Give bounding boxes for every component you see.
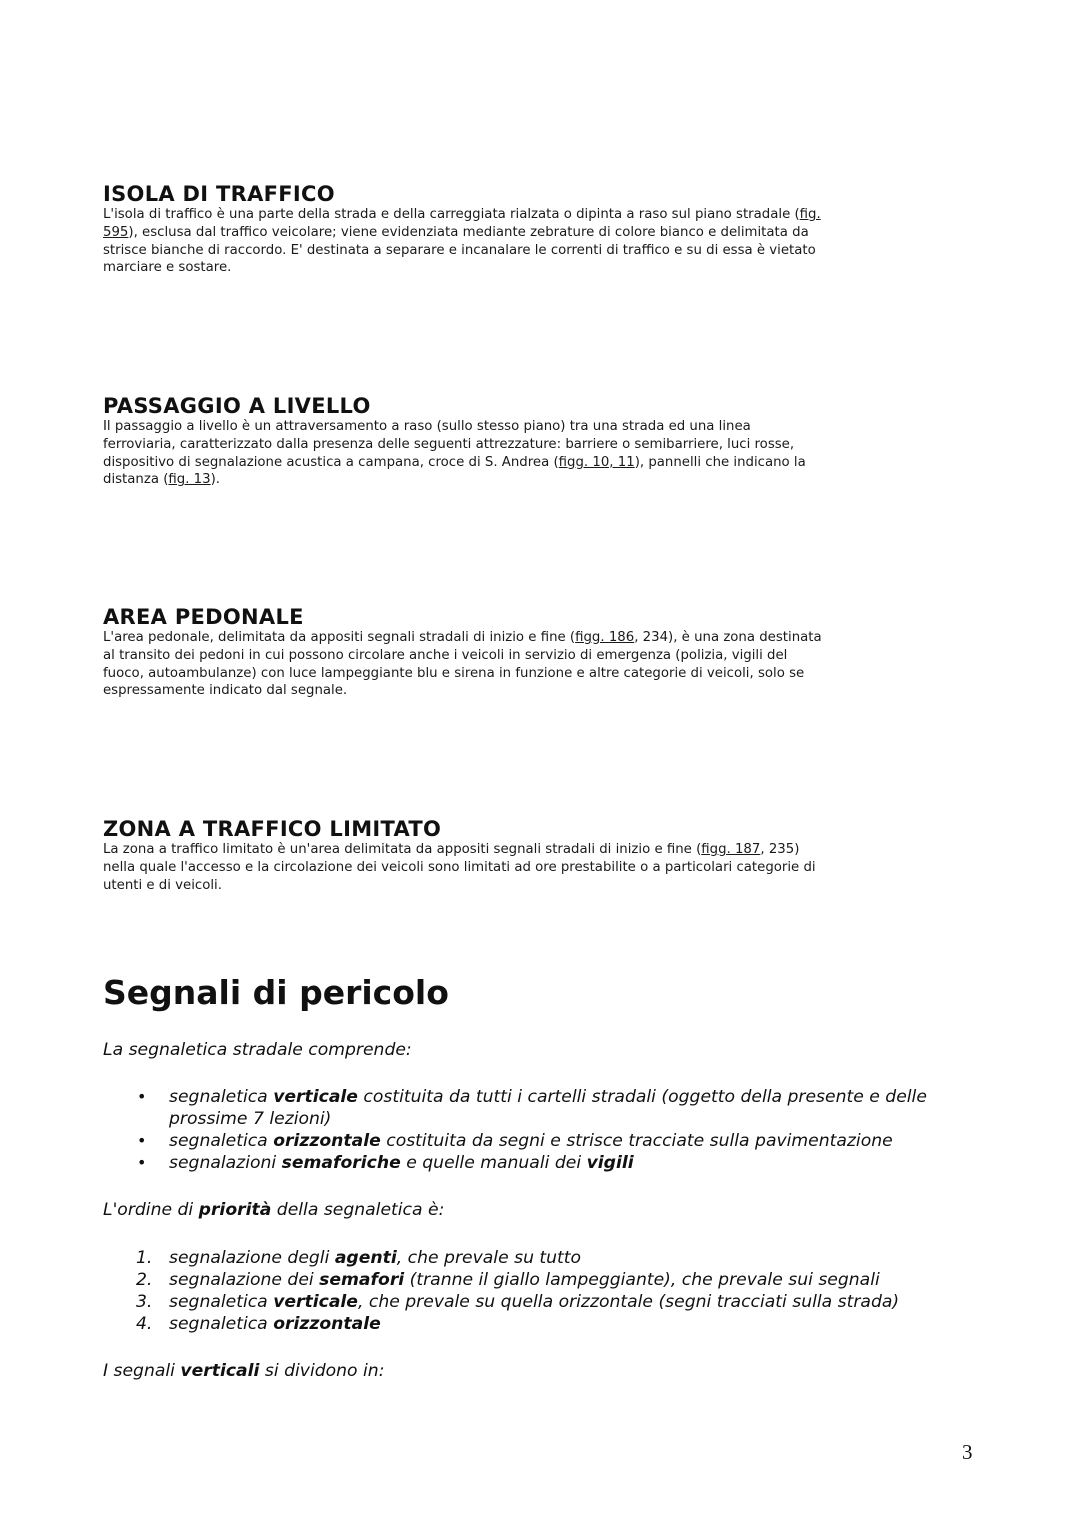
emphasis-text: semaforiche bbox=[281, 1153, 401, 1173]
closing-text bbox=[103, 1360, 384, 1382]
text-run: L'ordine di bbox=[103, 1200, 199, 1220]
text-run: Il passaggio a livello è un attraversamento a raso (sullo stesso piano) tra una strada ed una linea ferroviaria, caratterizzato dalla presenza delle seguenti attrezzature: barriere o semibarriere, luci rosse, dispositivo di segnalazione acustica a campana, croce di S. Andrea ( bbox=[103, 419, 795, 470]
emphasis-text: verticale bbox=[273, 1292, 358, 1312]
section-area-pedonale bbox=[103, 605, 823, 700]
section-body bbox=[103, 206, 823, 277]
text-run: segnalazioni bbox=[169, 1153, 282, 1173]
emphasis-text: verticale bbox=[273, 1087, 358, 1107]
list-item bbox=[103, 1247, 983, 1269]
text-run: , che prevale su quella orizzontale (segni tracciati sulla strada) bbox=[357, 1292, 900, 1312]
text-run: segnaletica bbox=[169, 1314, 274, 1334]
text-run: L'area pedonale, delimitata da appositi segnali stradali di inizio e fine ( bbox=[103, 630, 576, 645]
text-run: segnalazione degli bbox=[169, 1248, 335, 1268]
emphasis-text: semafori bbox=[319, 1270, 405, 1290]
text-run: segnaletica bbox=[169, 1087, 274, 1107]
section-passaggio-a-livello bbox=[103, 394, 823, 489]
list-number: 1. bbox=[136, 1248, 153, 1268]
section-title: ISOLA DI TRAFFICO bbox=[103, 182, 335, 206]
text-run: costituita da segni e strisce tracciate sulla pavimentazione bbox=[380, 1131, 893, 1151]
text-run: della segnaletica è: bbox=[271, 1200, 445, 1220]
section-isola-di-traffico bbox=[103, 182, 823, 277]
list-number: 4. bbox=[136, 1314, 153, 1334]
figure-reference-link[interactable]: figg. 186 bbox=[575, 630, 635, 645]
section-title: AREA PEDONALE bbox=[103, 605, 304, 629]
page-heading: Segnali di pericolo bbox=[103, 973, 449, 1012]
priority-intro bbox=[103, 1199, 444, 1221]
section-body bbox=[103, 418, 823, 489]
text-run: , 234), è una zona destinata al transito dei pedoni in cui possono circolare anche i veicoli in servizio di emergenza (polizia, vigili del fuoco, autoambulanze) con luce lampeggiante blu e sirena in funzione e altre categorie di veicoli, solo se espressamente indicato dal segnale. bbox=[103, 630, 822, 699]
emphasis-text: orizzontale bbox=[273, 1314, 381, 1334]
intro-text: La segnaletica stradale comprende: bbox=[103, 1040, 412, 1060]
list-number: 2. bbox=[136, 1270, 153, 1290]
text-run: L'isola di traffico è una parte della strada e della carreggiata rialzata o dipinta a raso sul piano stradale ( bbox=[103, 207, 800, 222]
section-zona-traffico-limitato bbox=[103, 817, 823, 894]
list-item bbox=[103, 1291, 983, 1313]
text-run: segnaletica bbox=[169, 1292, 274, 1312]
text-run: (tranne il giallo lampeggiante), che prevale sui segnali bbox=[404, 1270, 880, 1290]
text-run: segnaletica bbox=[169, 1131, 274, 1151]
list-text bbox=[169, 1248, 581, 1268]
figure-reference-link[interactable]: fig. 13 bbox=[168, 472, 211, 488]
text-run: La zona a traffico limitato è un'area delimitata da appositi segnali stradali di inizio e fine ( bbox=[103, 842, 702, 857]
emphasis-text: orizzontale bbox=[273, 1131, 381, 1151]
signage-type-list bbox=[103, 1086, 983, 1174]
list-item bbox=[103, 1152, 983, 1174]
text-run: ). bbox=[210, 472, 221, 488]
text-run: costituita da tutti i cartelli stradali (oggetto della presente e delle prossime 7 lezioni) bbox=[169, 1087, 927, 1129]
emphasis-text: verticali bbox=[180, 1361, 260, 1381]
text-run: e quelle manuali dei bbox=[400, 1153, 587, 1173]
text-run: ), esclusa dal traffico veicolare; viene evidenziata mediante zebrature di colore bianco e delimitata da strisce bianche di raccordo. E' destinata a separare e incanalare le correnti di traffico e su di essa è vietato marciare e sostare. bbox=[103, 224, 816, 276]
emphasis-text: agenti bbox=[334, 1248, 397, 1268]
section-body bbox=[103, 629, 823, 700]
list-text bbox=[169, 1292, 899, 1312]
list-number: 3. bbox=[136, 1292, 153, 1312]
emphasis-text: vigili bbox=[586, 1153, 634, 1173]
text-run: , che prevale su tutto bbox=[396, 1248, 582, 1268]
list-item bbox=[103, 1269, 983, 1291]
text-run: si dividono in: bbox=[259, 1361, 385, 1381]
list-item bbox=[103, 1086, 983, 1130]
text-run: ), pannelli che indicano la distanza ( bbox=[103, 454, 806, 488]
list-item bbox=[103, 1130, 983, 1152]
section-body bbox=[103, 841, 823, 894]
text-run: I segnali bbox=[103, 1361, 181, 1381]
priority-list bbox=[103, 1247, 983, 1335]
section-title: PASSAGGIO A LIVELLO bbox=[103, 394, 371, 418]
list-text bbox=[169, 1270, 880, 1290]
figure-reference-link[interactable]: figg. 187 bbox=[701, 842, 761, 857]
page-number: 3 bbox=[962, 1440, 973, 1464]
emphasis-text: priorità bbox=[198, 1200, 272, 1220]
figure-reference-link[interactable]: figg. 10, 11 bbox=[558, 454, 635, 470]
text-run: segnalazione dei bbox=[169, 1270, 320, 1290]
list-text bbox=[169, 1314, 381, 1334]
section-title: ZONA A TRAFFICO LIMITATO bbox=[103, 817, 442, 841]
figure-reference-link[interactable]: fig. 595 bbox=[103, 207, 821, 240]
text-run: , 235) nella quale l'accesso e la circolazione dei veicoli sono limitati ad ore prestabilite o a particolari categorie di utenti e di veicoli. bbox=[103, 842, 816, 893]
list-item bbox=[103, 1313, 983, 1335]
